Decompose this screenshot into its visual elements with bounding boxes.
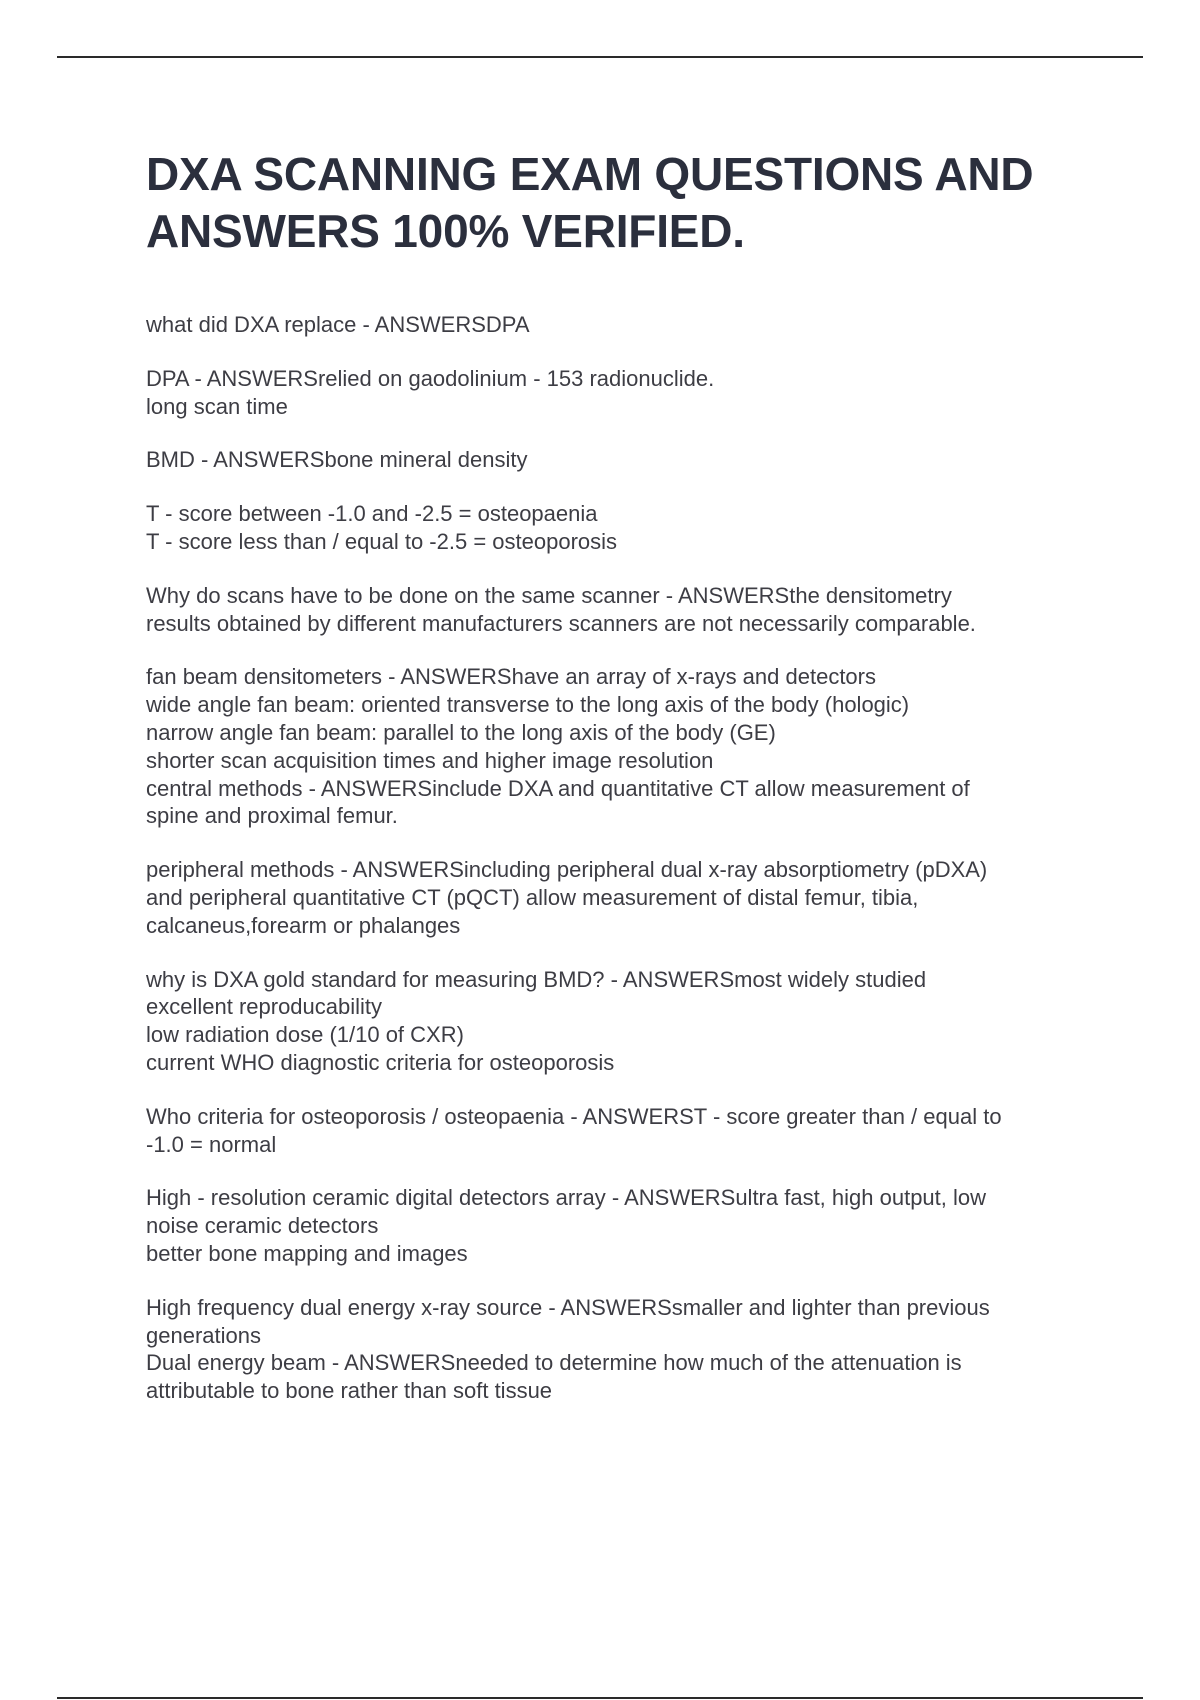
document-title: DXA SCANNING EXAM QUESTIONS AND ANSWERS 100% VERIFIED. <box>146 148 1034 257</box>
qa-entry: Why do scans have to be done on the same scanner - ANSWERSthe densitometry results obtained by different manufacturers scanners are not necessarily comparable. <box>146 582 976 636</box>
qa-entry: High frequency dual energy x-ray source - ANSWERSsmaller and lighter than previous generations Dual energy beam - ANSWERSneeded to determine how much of the attenuation is attributable to bone rather than soft tissue <box>146 1294 990 1404</box>
qa-entry: fan beam densitometers - ANSWERShave an array of x-rays and detectors wide angle fan beam: oriented transverse to the long axis of the body (hologic) narrow angle fan beam: parallel to the long axis of the body (GE) shorter scan acquisition times and higher image resolution central methods - ANSWERSinclude DXA and quantitative CT allow measurement of spine and proximal femur. <box>146 664 970 829</box>
bottom-rule <box>57 1697 1143 1699</box>
qa-entry: why is DXA gold standard for measuring BMD? - ANSWERSmost widely studied excellent reproducability low radiation dose (1/10 of CXR) current WHO diagnostic criteria for osteoporosis <box>146 966 927 1075</box>
qa-entry: T - score between -1.0 and -2.5 = osteopaenia T - score less than / equal to -2.5 = osteoporosis <box>146 501 618 554</box>
qa-entry: DPA - ANSWERSrelied on gaodolinium - 153 radionuclide. long scan time <box>146 365 715 419</box>
top-rule <box>57 56 1143 58</box>
qa-entry: what did DXA replace - ANSWERSDPA <box>146 312 530 337</box>
qa-list <box>146 311 1106 1431</box>
qa-entry: peripheral methods - ANSWERSincluding peripheral dual x-ray absorptiometry (pDXA) and peripheral quantitative CT (pQCT) allow measurement of distal femur, tibia, calcaneus,forearm or phalanges <box>146 857 988 938</box>
qa-entry: High - resolution ceramic digital detectors array - ANSWERSultra fast, high output, low noise ceramic detectors better bone mapping and images <box>146 1185 987 1266</box>
qa-entry: BMD - ANSWERSbone mineral density <box>146 447 528 473</box>
qa-entry: Who criteria for osteoporosis / osteopaenia - ANSWERST - score greater than / equal to -1.0 = normal <box>146 1103 1002 1157</box>
